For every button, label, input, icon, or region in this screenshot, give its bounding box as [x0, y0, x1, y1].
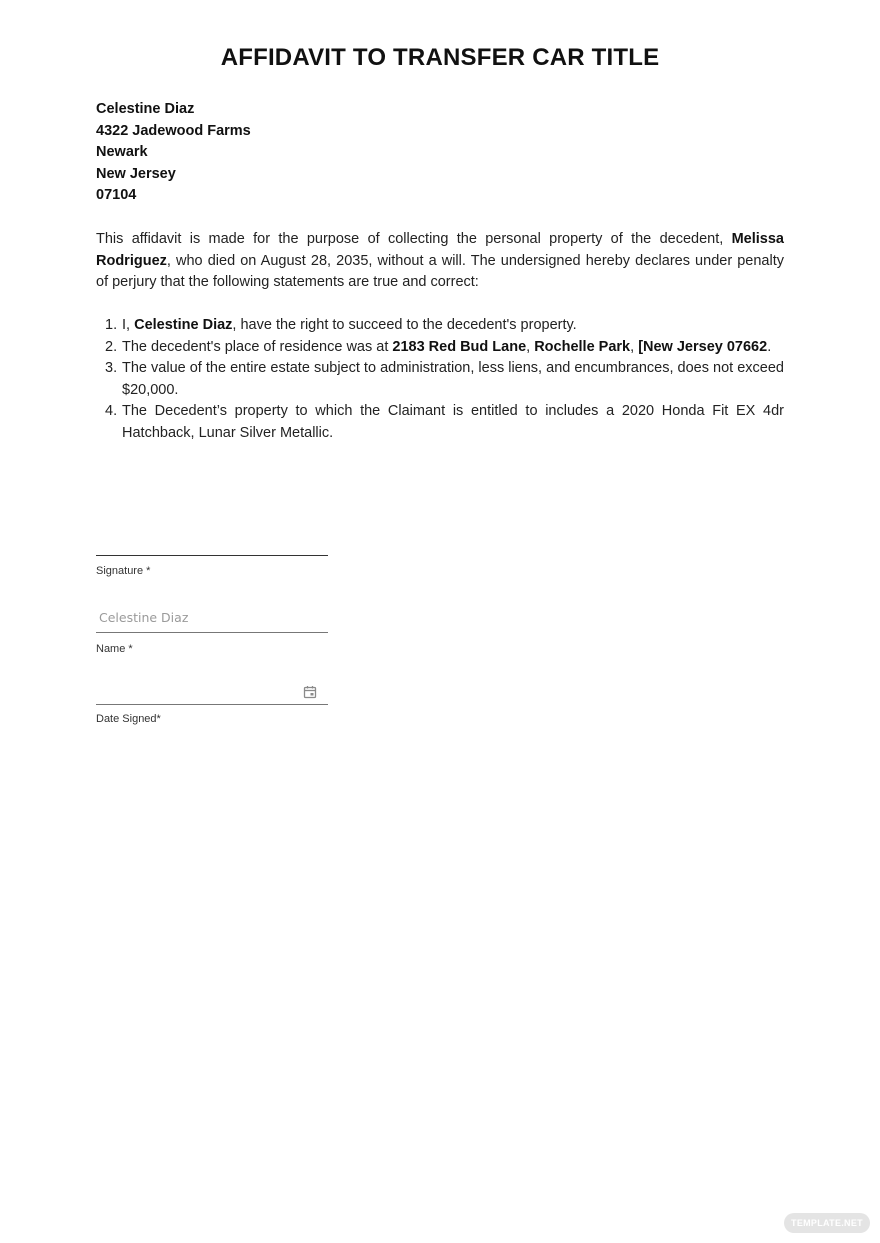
date-signed-input[interactable] [96, 676, 328, 705]
claimant-name: Celestine Diaz [134, 317, 233, 333]
statement-item [96, 358, 784, 401]
statement-item [96, 337, 784, 359]
decedent-name: Melissa Rodriguez [96, 231, 784, 269]
name-input[interactable] [96, 603, 328, 633]
calendar-icon[interactable] [303, 685, 317, 699]
residence-city: Rochelle Park [534, 338, 631, 355]
statement-number: 1. [105, 317, 118, 333]
signature-field[interactable] [96, 555, 328, 556]
statement-item [96, 315, 784, 337]
statement-text: , have the right to succeed to the decedent's property. [232, 317, 577, 333]
statement-text: . [767, 338, 772, 355]
statement-text: I, [122, 317, 135, 333]
document-title: AFFIDAVIT TO TRANSFER CAR TITLE [220, 44, 660, 71]
address-city: Newark [96, 144, 148, 160]
statements-list [96, 315, 784, 444]
address-block [96, 99, 251, 207]
statement-number: 4. [105, 403, 118, 419]
watermark-logo: TEMPLATE.NET [784, 1213, 870, 1233]
separator: , [630, 338, 639, 355]
statement-text: The value of the entire estate subject to administration, less liens, and encumbrances, does not exceed $20,000. [122, 360, 784, 398]
residence-state-zip: [New Jersey 07662 [638, 338, 768, 355]
statement-item [96, 401, 784, 444]
date-signed-label: Date Signed* [96, 713, 161, 725]
address-name: Celestine Diaz [96, 101, 195, 117]
residence-street: 2183 Red Bud Lane [392, 338, 527, 355]
signature-label: Signature * [96, 565, 151, 577]
address-street: 4322 Jadewood Farms [96, 122, 251, 139]
intro-text-part2: , who died on August 28, 2035, without a will. The undersigned hereby declares under penalty of perjury that the following statements are true and correct: [96, 252, 784, 290]
statement-text: The decedent's place of residence was at [122, 338, 393, 355]
separator: , [526, 338, 535, 355]
statement-text: The Decedent’s property to which the Claimant is entitled to includes a 2020 Honda Fit EX 4dr Hatchback, Lunar Silver Metallic. [122, 403, 784, 441]
statement-number: 2. [105, 338, 118, 355]
address-state: New Jersey [96, 165, 176, 182]
address-zip: 07104 [96, 187, 137, 203]
intro-text-part1: This affidavit is made for the purpose of collecting the personal property of the decedent, [96, 231, 732, 247]
intro-paragraph [96, 229, 784, 294]
statement-number: 3. [105, 360, 118, 376]
name-label: Name * [96, 643, 133, 655]
